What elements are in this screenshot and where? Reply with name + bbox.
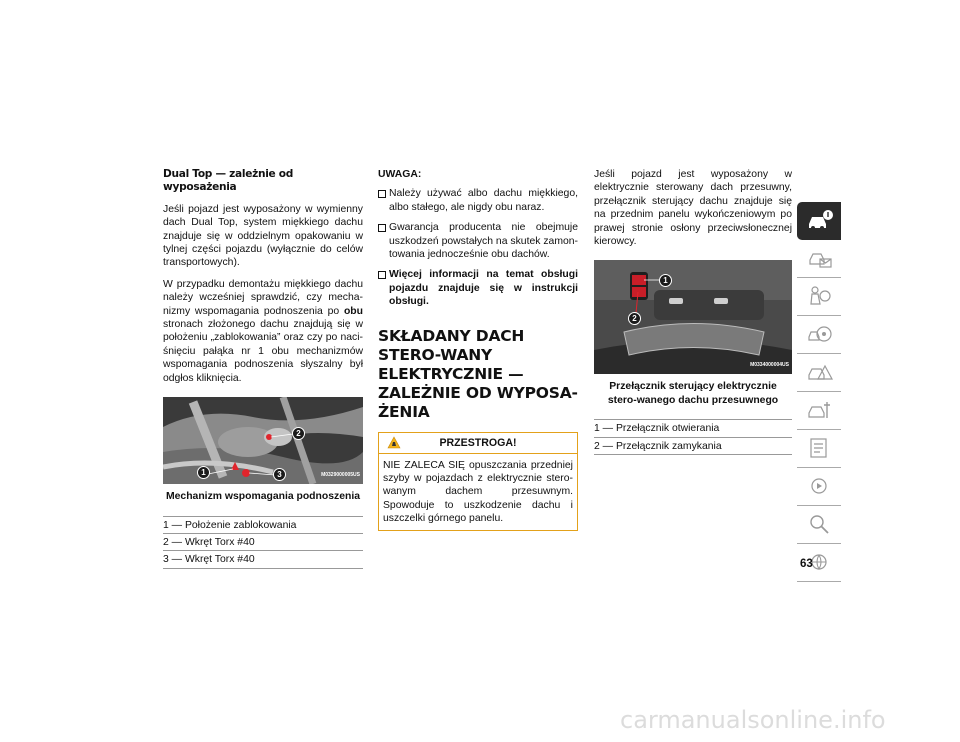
paragraph: Jeśli pojazd jest wyposażony w wymienny dach Dual Top, system miękkiego dachu znajduje się w oddzielnym opakowaniu w tylnej części pojazdu (wyłącznie do celów transportowych). (163, 203, 363, 269)
warning-text: NIE ZALECA SIĘ opuszczania przedniej szyby w pojazdach z elektrycznie stero-wanym dachem przesuwnym. Spowoduje to uszkodzenie dachu i uszczelki górnego panelu. (383, 459, 573, 525)
car-info-icon (807, 208, 833, 232)
figure-code: M0329000005US (321, 471, 360, 478)
paragraph: Jeśli pojazd jest wyposażony w elektrycznie sterowany dach przesuwny, przełącznik sterujący dachu znajduje się na przednim panelu wykończeniowym po prawej stronie osłony przeciwsłonecznej kierowcy. (594, 169, 792, 248)
switch-illustration (594, 260, 792, 374)
airbag-icon (807, 284, 833, 308)
legend-item: 2 — Przełącznik zamykania (594, 437, 792, 455)
legend-item: 1 — Położenie zablokowania (163, 516, 363, 533)
figure-caption: Przełącznik sterujący elektrycznie stero-wanego dachu przesuwnego (607, 381, 779, 406)
column-1 (163, 168, 363, 569)
callout-1: 1 (659, 274, 672, 287)
callout-1: 1 (197, 466, 210, 479)
callout-2: 2 (292, 427, 305, 440)
section-heading-power-top: SKŁADANY DACH STERO-WANY ELEKTRYCZNIE — ZALEŻNIE OD WYPOSA-ŻENIA (378, 326, 578, 421)
figure-legend (163, 516, 363, 569)
figure-caption: Mechanizm wspomagania podnoszenia (166, 491, 360, 503)
column-3 (594, 168, 792, 455)
warning-header (379, 433, 577, 454)
callout-2: 2 (628, 312, 641, 325)
tab-communication[interactable] (797, 240, 841, 278)
note-label: UWAGA: (378, 169, 422, 180)
service-car-icon (807, 398, 833, 422)
column-2 (378, 168, 578, 531)
paragraph: W przypadku demontażu miękkiego dachu należy wcześniej sprawdzić, czy mecha-nizmy wspomagania podnoszenia po obu stronach złożonego dachu znajdują się w położeniu „zablokowania” oraz czy po naci-śnięciu pałąka nr 1 obu mechanizmów wspomagania podnoszenia słyszalny był odgłos kliknięcia. (163, 278, 363, 384)
figure-legend (594, 419, 792, 455)
legend-item: 3 — Wkręt Torx #40 (163, 550, 363, 568)
figure-power-top-switch (594, 260, 792, 374)
chapter-tabs (797, 202, 841, 582)
legend-item: 2 — Wkręt Torx #40 (163, 533, 363, 550)
tab-index[interactable] (797, 506, 841, 544)
note-item: Należy używać albo dachu miękkiego, albo stałego, ale nigdy obu naraz. (378, 187, 578, 214)
search-icon (807, 512, 833, 536)
warning-box (378, 432, 578, 531)
tab-emergency[interactable] (797, 354, 841, 392)
note-item: Gwarancja producenta nie obejmuje uszkodzeń powstałych na skutek zamon-towania jednocześnie obu dachów. (378, 221, 578, 261)
tab-technical-spec[interactable] (797, 430, 841, 468)
warning-car-icon (807, 360, 833, 384)
figure-lift-assist (163, 397, 363, 484)
callout-3: 3 (273, 468, 286, 481)
note-item: Więcej informacji na temat obsługi pojazdu znajduje się w instrukcji obsługi. (378, 268, 578, 308)
warning-title: PRZESTROGA! (439, 436, 517, 449)
watermark: carmanualsonline.info (620, 706, 886, 734)
note-list (378, 187, 578, 308)
steering-wheel-icon (807, 322, 833, 346)
tab-getting-to-know[interactable] (797, 202, 841, 240)
page-number: 63 (800, 558, 813, 570)
section-heading-dual-top: Dual Top — zależnie od wyposażenia (163, 168, 294, 194)
tab-starting-driving[interactable] (797, 316, 841, 354)
tab-multimedia[interactable] (797, 468, 841, 506)
multimedia-icon (807, 474, 833, 498)
legend-item: 1 — Przełącznik otwierania (594, 419, 792, 436)
figure-code: M0334000004US (750, 362, 789, 369)
mail-icon (807, 246, 833, 270)
tab-servicing[interactable] (797, 392, 841, 430)
tab-safety[interactable] (797, 278, 841, 316)
checklist-icon (807, 436, 833, 460)
